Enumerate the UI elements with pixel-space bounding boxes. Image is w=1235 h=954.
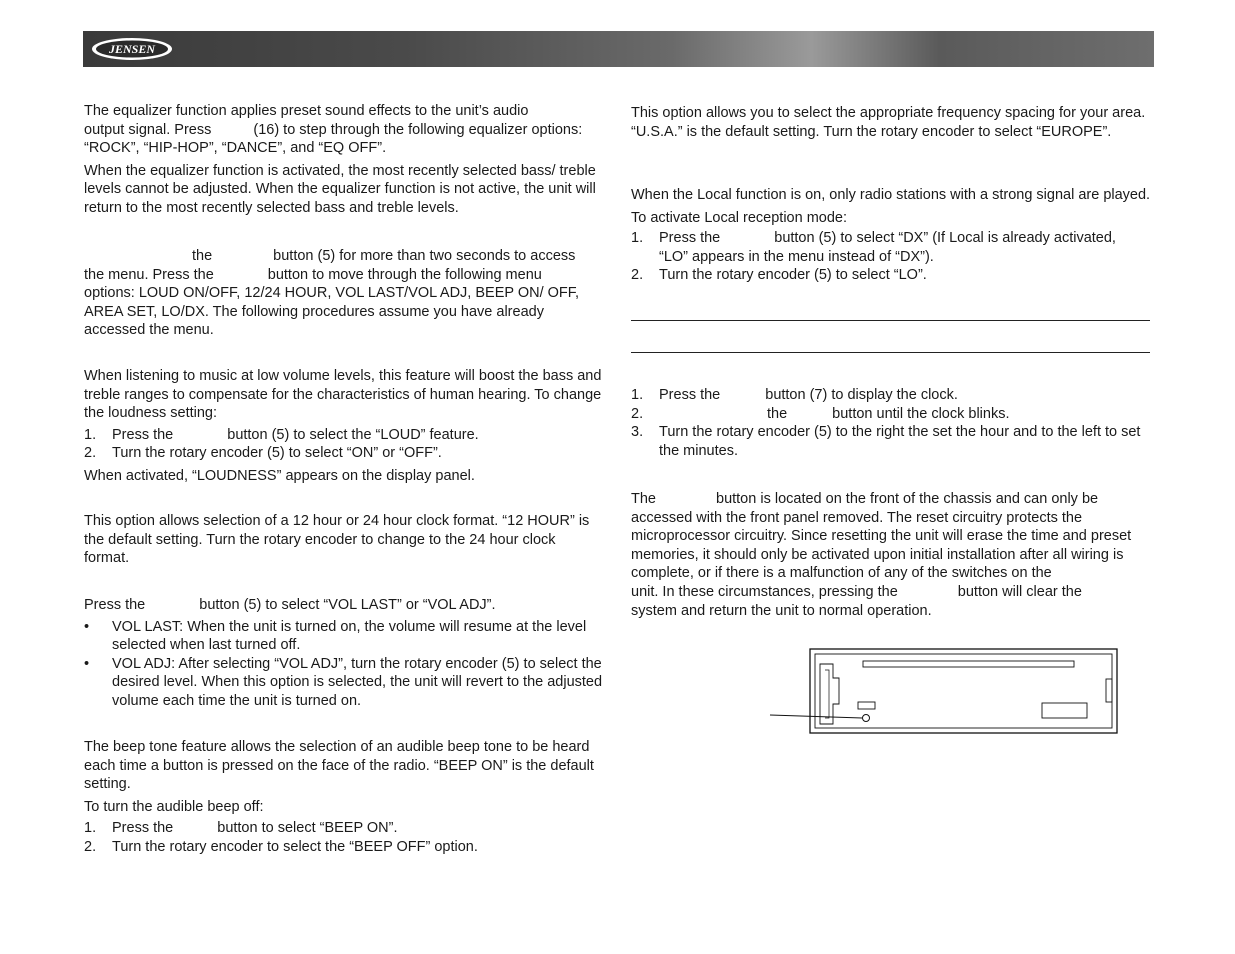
loudness-step-1: 1. Press the button (5) to select the “LOUD” feature. [84, 426, 479, 443]
menu-options: options: LOUD ON/OFF, 12/24 HOUR, VOL LAST/VOL ADJ, BEEP ON/ OFF, AREA SET, LO/DX. The following procedures assume you have already accessed the menu. [84, 285, 580, 339]
beep-paragraph: The beep tone feature allows the selection of an audible beep tone to be heard each time a button is pressed on the face of the radio. “BEEP ON” is the default setting. [84, 739, 594, 793]
local-intro: To activate Local reception mode: [631, 209, 848, 226]
volume-section [84, 596, 604, 711]
beep-step-2: 2. Turn the rotary encoder to select the “BEEP OFF” option. [84, 838, 478, 855]
page-header [83, 31, 1154, 67]
side-latch [1106, 679, 1112, 702]
chassis-inner-frame [815, 654, 1112, 728]
local-paragraph: When the Local function is on, only radio stations with a strong signal are played. [631, 187, 1151, 203]
local-section [631, 186, 1153, 285]
reset-line-last: unit. In these circumstances, pressing the button will clear the [631, 583, 1082, 600]
clock-step-1: 1. Press the button (7) to display the clock. [631, 387, 958, 403]
faceplate-bracket [820, 664, 839, 724]
local-step-1: 1. Press the button (5) to select “DX” (If Local is already activated, “LO” appears in the menu instead of “DX”). [631, 230, 1116, 265]
brand-text: JENSEN [108, 42, 156, 56]
eq-line-2: output signal. Press (16) to step through the following equalizer options: [84, 121, 583, 138]
menu-section [84, 247, 604, 340]
eq-paragraph-2: When the equalizer function is activated, the most recently selected bass/ treble levels cannot be adjusted. When the equalizer function is not active, the unit will return to the most recently selected bass and treble levels. [84, 162, 596, 216]
clock-section [631, 386, 1153, 460]
area-paragraph: This option allows you to select the appropriate frequency spacing for your area. “U.S.A.” is the default setting. Turn the rotary encoder to select “EUROPE”. [631, 105, 1146, 140]
volume-intro: Press the button (5) to select “VOL LAST” or “VOL ADJ”. [84, 597, 496, 613]
beep-step-1: 1. Press the button to select “BEEP ON”. [84, 820, 398, 837]
jensen-logo [91, 37, 173, 61]
rear-connector [1042, 703, 1087, 718]
clock-step-3: 3. Turn the rotary encoder (5) to the right the set the hour and to the left to set the minutes. [631, 424, 1141, 459]
loudness-section [84, 367, 604, 486]
clock-step-2: 2. the button until the clock blinks. [631, 405, 1010, 422]
reset-body: accessed with the front panel removed. The reset circuitry protects the microprocessor circuitry. Since resetting the unit will erase the time and preset memories, it should only be activated upon initial installation after all wiring is complete, or if there is a malfunction of any of the switches on the [631, 509, 1132, 582]
divider-top [631, 320, 1150, 321]
local-step-2: 2. Turn the rotary encoder (5) to select “LO”. [631, 267, 927, 284]
menu-line-1: the button (5) for more than two seconds to access [192, 248, 576, 264]
reset-line-1: The button is located on the front of the chassis and can only be [631, 491, 1099, 507]
vol-last-bullet: • VOL LAST: When the unit is turned on, the volume will resume at the level selected when last turned off. [84, 618, 587, 654]
chassis-outer-frame [810, 649, 1117, 733]
clock-format-paragraph: This option allows selection of a 12 hour or 24 hour clock format. “12 HOUR” is the default setting. Turn the rotary encoder to change to the 24 hour clock format. [84, 513, 590, 567]
chassis-reset-diagram [769, 648, 1119, 736]
menu-line-2: the menu. Press the button to move through the following menu [84, 266, 542, 283]
clock-format-section [84, 512, 604, 568]
bracket-detail [825, 670, 829, 718]
area-section [631, 104, 1153, 141]
reset-line-final: system and return the unit to normal operation. [631, 602, 932, 619]
loudness-note: When activated, “LOUDNESS” appears on the display panel. [84, 467, 475, 484]
beep-off-intro: To turn the audible beep off: [84, 798, 264, 815]
equalizer-section [84, 102, 604, 218]
reset-section [631, 490, 1153, 620]
vol-adj-bullet: • VOL ADJ: After selecting “VOL ADJ”, turn the rotary encoder (5) to select the desired level. When this option is selected, the unit will revert to the adjusted volume each time the unit is turned on. [84, 655, 603, 709]
loudness-paragraph: When listening to music at low volume levels, this feature will boost the bass and treble ranges to compensate for the characteristics of human hearing. To change the loudness setting: [84, 368, 602, 422]
eq-line-1: The equalizer function applies preset sound effects to the unit’s audio [84, 103, 529, 119]
divider-bottom [631, 352, 1150, 353]
eq-line-3: “ROCK”, “HIP-HOP”, “DANCE”, and “EQ OFF”. [84, 140, 387, 157]
loudness-step-2: 2. Turn the rotary encoder (5) to select “ON” or “OFF”. [84, 445, 442, 462]
connector-port [858, 702, 875, 709]
reset-button-hole [863, 715, 870, 722]
reset-leader-line [770, 715, 862, 718]
disc-slot [863, 661, 1074, 667]
beep-section [84, 738, 604, 857]
